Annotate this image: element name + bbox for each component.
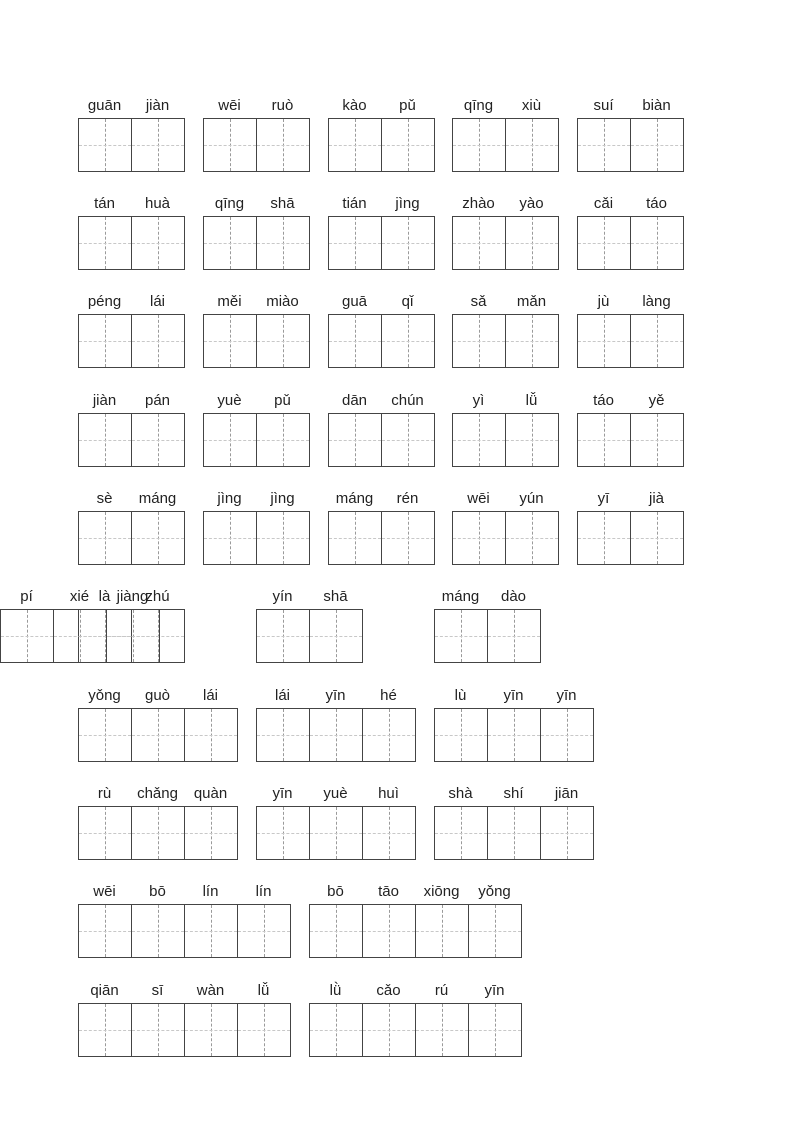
pinyin-label: biàn [642, 97, 671, 114]
tianzige-writing-box[interactable] [578, 216, 631, 270]
word-group [328, 391, 435, 481]
tianzige-writing-box[interactable] [578, 118, 631, 172]
word-group [309, 882, 522, 972]
tianzige-writing-box[interactable] [363, 904, 416, 958]
pinyin-label: lù [454, 687, 467, 704]
word-group [203, 391, 310, 481]
tianzige-writing-box[interactable] [204, 216, 257, 270]
word-group [78, 391, 185, 481]
writing-cells [328, 413, 435, 467]
tianzige-writing-box[interactable] [382, 216, 435, 270]
pinyin-label: máng [335, 490, 374, 507]
tianzige-writing-box[interactable] [435, 806, 488, 860]
tianzige-writing-box[interactable] [382, 118, 435, 172]
word-group [452, 194, 559, 284]
word-group [0, 587, 160, 677]
pinyin-label: yīn [556, 687, 577, 704]
word-group [577, 194, 684, 284]
tianzige-writing-box[interactable] [631, 314, 684, 368]
exercise-row [0, 784, 794, 874]
tianzige-writing-box[interactable] [631, 216, 684, 270]
pinyin-label: shà [448, 785, 473, 802]
exercise-row [0, 981, 794, 1071]
writing-cells [434, 806, 594, 860]
tianzige-writing-box[interactable] [185, 904, 238, 958]
pinyin-label: yún [519, 490, 544, 507]
writing-cells [309, 904, 522, 958]
tianzige-writing-box[interactable] [416, 904, 469, 958]
pinyin-label: hé [380, 687, 397, 704]
tianzige-writing-box[interactable] [132, 806, 185, 860]
pinyin-label: huà [144, 195, 171, 212]
pinyin-label: yīn [503, 687, 524, 704]
tianzige-writing-box[interactable] [238, 1003, 291, 1057]
tianzige-writing-box[interactable] [185, 1003, 238, 1057]
pinyin-label: jìng [395, 195, 420, 212]
writing-cells [203, 413, 310, 467]
pinyin-label: wēi [93, 883, 116, 900]
tianzige-writing-box[interactable] [469, 1003, 522, 1057]
tianzige-writing-box[interactable] [416, 1003, 469, 1057]
pinyin-label: lái [274, 687, 290, 704]
word-group [78, 194, 185, 284]
pinyin-label: pán [144, 392, 171, 409]
writing-cells [78, 314, 185, 368]
tianzige-writing-box[interactable] [132, 1003, 185, 1057]
tianzige-writing-box[interactable] [488, 806, 541, 860]
word-group [78, 96, 185, 186]
word-group [452, 391, 559, 481]
writing-cells [328, 314, 435, 368]
tianzige-writing-box[interactable] [488, 609, 541, 663]
pinyin-label: xiōng [423, 883, 460, 900]
pinyin-label: xié [69, 588, 90, 605]
pinyin-label: tāo [378, 883, 399, 900]
tianzige-writing-box[interactable] [204, 413, 257, 467]
pinyin-label: jiàn [92, 392, 117, 409]
tianzige-writing-box[interactable] [79, 118, 132, 172]
exercise-row [0, 96, 794, 186]
writing-cells [328, 118, 435, 172]
exercise-row [0, 686, 794, 776]
tianzige-writing-box[interactable] [506, 413, 559, 467]
tianzige-writing-box[interactable] [578, 314, 631, 368]
writing-cells [577, 118, 684, 172]
pinyin-label: xiù [521, 97, 542, 114]
pinyin-label: quàn [193, 785, 228, 802]
exercise-row [0, 587, 794, 677]
pinyin-label: táo [593, 392, 614, 409]
pinyin-label: wēi [467, 490, 490, 507]
pinyin-label: yǒng [478, 883, 511, 900]
word-group [78, 981, 291, 1071]
writing-cells [78, 413, 185, 467]
word-group [452, 96, 559, 186]
tianzige-writing-box[interactable] [363, 806, 416, 860]
tianzige-writing-box[interactable] [79, 904, 132, 958]
pinyin-label: jiàng [116, 588, 149, 605]
pinyin-label: wēi [218, 97, 241, 114]
tianzige-writing-box[interactable] [132, 314, 185, 368]
pinyin-label: sī [151, 982, 164, 999]
word-group [78, 292, 185, 382]
tianzige-writing-box[interactable] [453, 511, 506, 565]
pinyin-label: shí [503, 785, 524, 802]
writing-cells [78, 216, 185, 270]
pinyin-label: jìng [270, 490, 295, 507]
tianzige-writing-box[interactable] [257, 413, 310, 467]
writing-cells [452, 314, 559, 368]
writing-cells [78, 118, 185, 172]
tianzige-writing-box[interactable] [204, 118, 257, 172]
exercise-row [0, 489, 794, 579]
word-group [78, 882, 291, 972]
pinyin-label: guān [87, 97, 122, 114]
pinyin-label: yīn [484, 982, 505, 999]
tianzige-writing-box[interactable] [382, 413, 435, 467]
pinyin-label: yǒng [88, 687, 121, 704]
tianzige-writing-box[interactable] [238, 904, 291, 958]
word-group [203, 292, 310, 382]
pinyin-label: rén [396, 490, 419, 507]
tianzige-writing-box[interactable] [204, 314, 257, 368]
writing-cells [256, 708, 416, 762]
tianzige-writing-box[interactable] [257, 806, 310, 860]
pinyin-label: chǎng [137, 785, 178, 802]
tianzige-writing-box[interactable] [79, 1003, 132, 1057]
word-group [577, 292, 684, 382]
tianzige-writing-box[interactable] [329, 314, 382, 368]
writing-cells [256, 806, 416, 860]
pinyin-label: zhú [145, 588, 170, 605]
pinyin-label: rù [97, 785, 112, 802]
tianzige-writing-box[interactable] [578, 413, 631, 467]
tianzige-writing-box[interactable] [132, 708, 185, 762]
pinyin-label: yīn [325, 687, 346, 704]
writing-cells [0, 609, 160, 663]
writing-cells [434, 708, 594, 762]
tianzige-writing-box[interactable] [132, 118, 185, 172]
tianzige-writing-box[interactable] [132, 511, 185, 565]
tianzige-writing-box[interactable] [453, 118, 506, 172]
pinyin-label: táo [646, 195, 667, 212]
pinyin-label: sǎ [470, 293, 487, 310]
pinyin-label: lǚ [257, 982, 270, 999]
tianzige-writing-box[interactable] [310, 609, 363, 663]
tianzige-writing-box[interactable] [329, 413, 382, 467]
tianzige-writing-box[interactable] [79, 708, 132, 762]
tianzige-writing-box[interactable] [435, 708, 488, 762]
pinyin-label: làng [642, 293, 671, 310]
writing-cells [452, 118, 559, 172]
word-group [256, 686, 416, 776]
tianzige-writing-box[interactable] [435, 609, 488, 663]
pinyin-label: tián [342, 195, 367, 212]
tianzige-writing-box[interactable] [310, 806, 363, 860]
pinyin-label: lái [202, 687, 218, 704]
pinyin-label: jiàn [145, 97, 170, 114]
pinyin-label: chún [391, 392, 424, 409]
writing-cells [577, 314, 684, 368]
writing-cells [328, 511, 435, 565]
word-group [328, 292, 435, 382]
writing-cells [434, 609, 541, 663]
word-group [256, 784, 416, 874]
writing-cells [309, 1003, 522, 1057]
writing-cells [577, 511, 684, 565]
pinyin-label: pǔ [399, 97, 416, 114]
pinyin-label: bō [149, 883, 166, 900]
tianzige-writing-box[interactable] [469, 904, 522, 958]
writing-cells [203, 511, 310, 565]
pinyin-label: yī [597, 490, 610, 507]
writing-cells [203, 216, 310, 270]
pinyin-label: yì [472, 392, 485, 409]
word-group [256, 587, 363, 677]
pinyin-label: cǎo [376, 982, 401, 999]
tianzige-writing-box[interactable] [631, 413, 684, 467]
pinyin-label: pǔ [274, 392, 291, 409]
tianzige-writing-box[interactable] [1, 609, 54, 663]
tianzige-writing-box[interactable] [185, 806, 238, 860]
pinyin-label: tán [94, 195, 115, 212]
pinyin-label: wàn [196, 982, 225, 999]
tianzige-writing-box[interactable] [204, 511, 257, 565]
tianzige-writing-box[interactable] [79, 413, 132, 467]
pinyin-label: yuè [323, 785, 348, 802]
pinyin-label: rú [434, 982, 449, 999]
tianzige-writing-box[interactable] [631, 118, 684, 172]
tianzige-writing-box[interactable] [79, 511, 132, 565]
pinyin-label: máng [138, 490, 177, 507]
word-group [577, 391, 684, 481]
pinyin-label: cǎi [593, 195, 614, 212]
pinyin-label: sè [96, 490, 113, 507]
word-group [203, 489, 310, 579]
pinyin-label: jiān [554, 785, 579, 802]
tianzige-writing-box[interactable] [79, 806, 132, 860]
pinyin-label: kào [342, 97, 367, 114]
writing-cells [78, 708, 238, 762]
pinyin-label: jìng [217, 490, 242, 507]
tianzige-writing-box[interactable] [132, 216, 185, 270]
tianzige-writing-box[interactable] [329, 118, 382, 172]
pinyin-label: jià [648, 490, 664, 507]
pinyin-label: jù [597, 293, 610, 310]
pinyin-label: yuè [217, 392, 242, 409]
pinyin-label: yīn [272, 785, 293, 802]
tianzige-writing-box[interactable] [257, 118, 310, 172]
writing-cells [78, 904, 291, 958]
pinyin-label: péng [87, 293, 122, 310]
writing-cells [78, 806, 238, 860]
pinyin-label: pí [20, 588, 33, 605]
word-group [434, 587, 541, 677]
tianzige-writing-box[interactable] [453, 314, 506, 368]
tianzige-writing-box[interactable] [329, 511, 382, 565]
tianzige-writing-box[interactable] [310, 708, 363, 762]
tianzige-writing-box[interactable] [631, 511, 684, 565]
pinyin-label: là [98, 588, 111, 605]
pinyin-label: ruò [271, 97, 294, 114]
writing-cells [203, 118, 310, 172]
pinyin-label: guò [144, 687, 171, 704]
tianzige-writing-box[interactable] [578, 511, 631, 565]
exercise-row [0, 391, 794, 481]
tianzige-writing-box[interactable] [185, 708, 238, 762]
word-group [78, 784, 238, 874]
exercise-row [0, 292, 794, 382]
pinyin-label: lǜ [329, 982, 342, 999]
tianzige-writing-box[interactable] [363, 708, 416, 762]
pinyin-label: miào [266, 293, 299, 310]
word-group [78, 686, 238, 776]
writing-cells [452, 413, 559, 467]
word-group [203, 194, 310, 284]
tianzige-writing-box[interactable] [310, 1003, 363, 1057]
word-group [309, 981, 522, 1071]
tianzige-writing-box[interactable] [79, 314, 132, 368]
tianzige-writing-box[interactable] [506, 314, 559, 368]
pinyin-label: qiān [90, 982, 119, 999]
tianzige-writing-box[interactable] [79, 216, 132, 270]
pinyin-label: bō [327, 883, 344, 900]
pinyin-label: dào [500, 588, 527, 605]
word-group [434, 784, 594, 874]
word-group [78, 489, 185, 579]
tianzige-writing-box[interactable] [310, 904, 363, 958]
writing-cells [577, 216, 684, 270]
writing-cells [577, 413, 684, 467]
tianzige-writing-box[interactable] [257, 216, 310, 270]
pinyin-label: dān [341, 392, 368, 409]
tianzige-writing-box[interactable] [54, 609, 107, 663]
word-group [452, 489, 559, 579]
word-group [328, 489, 435, 579]
tianzige-writing-box[interactable] [506, 216, 559, 270]
writing-cells [78, 511, 185, 565]
word-group [328, 96, 435, 186]
tianzige-writing-box[interactable] [257, 511, 310, 565]
tianzige-writing-box[interactable] [107, 609, 160, 663]
pinyin-label: lái [149, 293, 165, 310]
tianzige-writing-box[interactable] [132, 904, 185, 958]
writing-cells [256, 609, 363, 663]
writing-cells [78, 1003, 291, 1057]
pinyin-label: zhào [462, 195, 495, 212]
exercise-row [0, 194, 794, 284]
pinyin-label: huì [378, 785, 399, 802]
tianzige-writing-box[interactable] [541, 708, 594, 762]
exercise-row [0, 882, 794, 972]
writing-cells [452, 511, 559, 565]
pinyin-label: qīng [214, 195, 245, 212]
tianzige-writing-box[interactable] [506, 118, 559, 172]
word-group [328, 194, 435, 284]
word-group [577, 96, 684, 186]
tianzige-writing-box[interactable] [541, 806, 594, 860]
tianzige-writing-box[interactable] [382, 511, 435, 565]
tianzige-writing-box[interactable] [363, 1003, 416, 1057]
word-group [577, 489, 684, 579]
writing-cells [203, 314, 310, 368]
tianzige-writing-box[interactable] [453, 216, 506, 270]
pinyin-label: shā [270, 195, 295, 212]
tianzige-writing-box[interactable] [506, 511, 559, 565]
tianzige-writing-box[interactable] [257, 609, 310, 663]
pinyin-label: yě [648, 392, 665, 409]
pinyin-label: máng [441, 588, 480, 605]
pinyin-label: lín [202, 883, 219, 900]
tianzige-writing-box[interactable] [257, 708, 310, 762]
pinyin-label: měi [217, 293, 242, 310]
tianzige-writing-box[interactable] [488, 708, 541, 762]
tianzige-writing-box[interactable] [453, 413, 506, 467]
pinyin-label: lǚ [525, 392, 538, 409]
tianzige-writing-box[interactable] [257, 314, 310, 368]
writing-cells [452, 216, 559, 270]
pinyin-label: qīng [463, 97, 494, 114]
pinyin-label: yín [272, 588, 293, 605]
pinyin-label: guā [341, 293, 368, 310]
pinyin-label: suí [593, 97, 614, 114]
word-group [452, 292, 559, 382]
pinyin-label: qǐ [401, 293, 414, 310]
pinyin-label: yào [519, 195, 544, 212]
word-group [203, 96, 310, 186]
tianzige-writing-box[interactable] [329, 216, 382, 270]
pinyin-label: shā [323, 588, 348, 605]
tianzige-writing-box[interactable] [132, 413, 185, 467]
writing-cells [328, 216, 435, 270]
pinyin-label: lín [255, 883, 272, 900]
word-group [434, 686, 594, 776]
pinyin-label: mǎn [516, 293, 547, 310]
tianzige-writing-box[interactable] [382, 314, 435, 368]
